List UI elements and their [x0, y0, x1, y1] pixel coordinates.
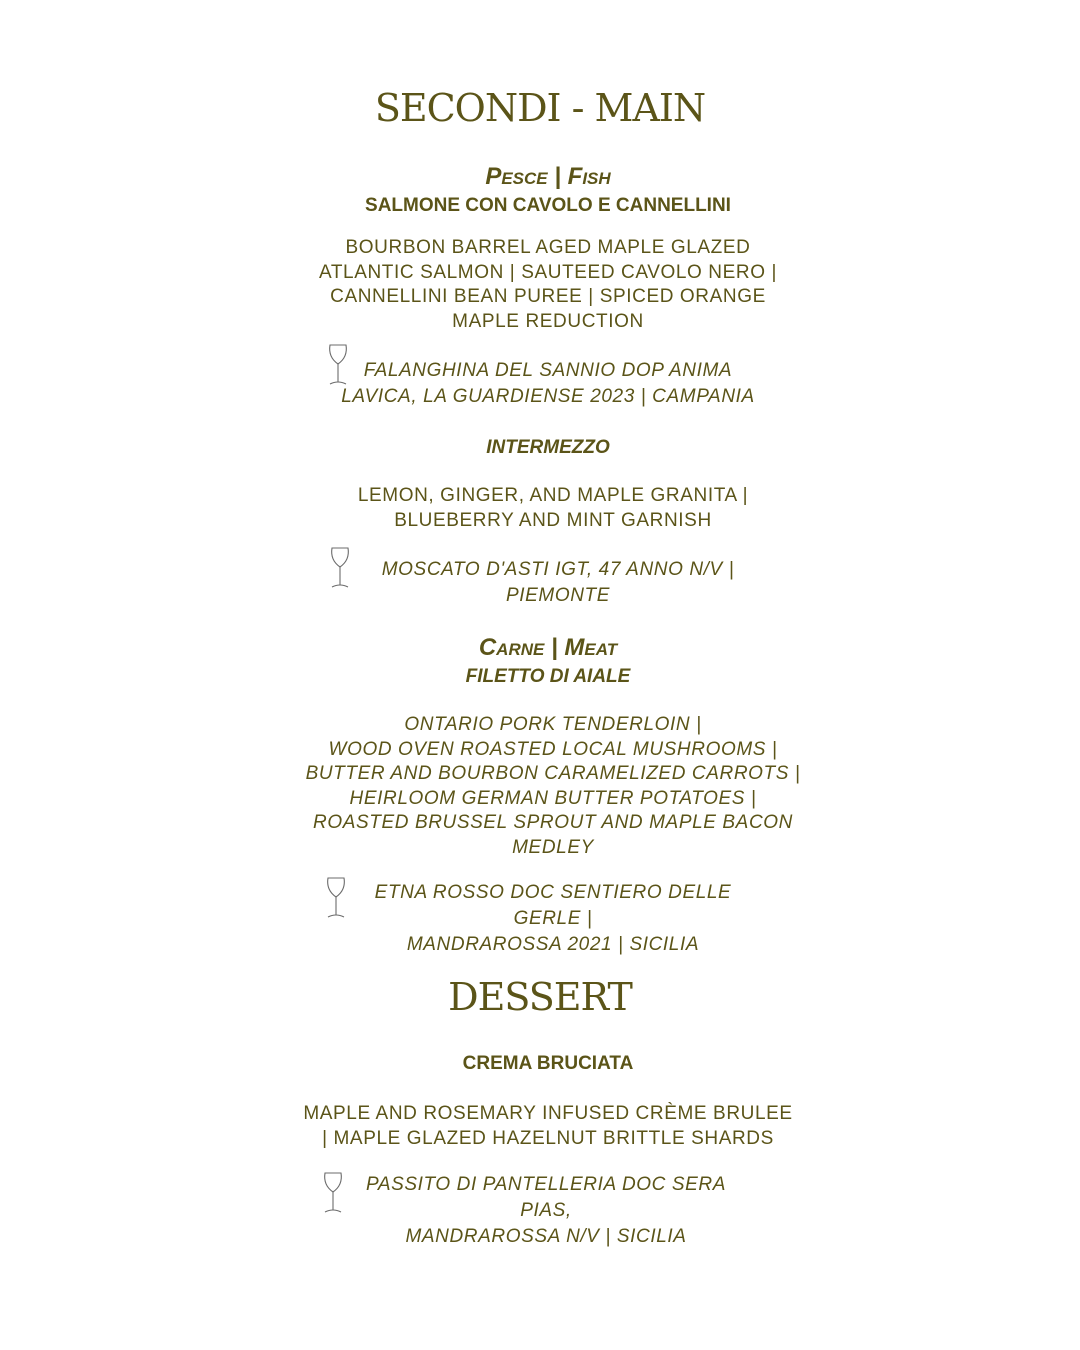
dessert-description [290, 1102, 806, 1151]
fish-description-line: BOURBON BARREL AGED MAPLE GLAZED [345, 237, 751, 258]
intermezzo-dish-name: INTERMEZZO [486, 437, 610, 458]
dessert-description-line: | MAPLE GLAZED HAZELNUT BRITTLE SHARDS [322, 1127, 774, 1149]
intermezzo-wine-line: PIEMONTE [505, 585, 611, 606]
fish-wine-line: FALANGHINA DEL SANNIO DOP ANIMA [363, 360, 733, 381]
meat-description-line: HEIRLOOM GERMAN BUTTER POTATOES | [349, 787, 757, 809]
fish-description [300, 236, 796, 334]
wine-glass-icon [320, 1171, 346, 1215]
meat-description [290, 713, 816, 860]
fish-wine-pairing [336, 358, 760, 410]
fish-dish-name: SALMONE CON CAVOLO E CANNELLINI [365, 195, 731, 216]
meat-dish-name: FILETTO DI AIALE [465, 666, 631, 687]
wine-glass-icon [327, 546, 353, 590]
meat-description-line: WOOD OVEN ROASTED LOCAL MUSHROOMS | [328, 738, 778, 760]
fish-wine-line: LAVICA, LA GUARDIENSE 2023 | CAMPANIA [341, 386, 755, 407]
meat-wine-line: MANDRAROSSA 2021 | SICILIA [406, 934, 700, 955]
dessert-wine-line: MANDRAROSSA N/V | SICILIA [405, 1226, 687, 1247]
meat-description-line: ONTARIO PORK TENDERLOIN | [404, 714, 702, 735]
intermezzo-description [330, 484, 776, 533]
dessert-wine-pairing [346, 1172, 746, 1250]
meat-description-line: MEDLEY [512, 836, 594, 858]
meat-category: Carne | Meat [478, 634, 618, 661]
meat-wine-pairing [346, 880, 760, 958]
fish-description-line: MAPLE REDUCTION [452, 310, 644, 332]
secondi-heading: SECONDI - MAIN [374, 86, 706, 130]
intermezzo-description-line: BLUEBERRY AND MINT GARNISH [394, 509, 712, 531]
fish-description-line: CANNELLINI BEAN PUREE | SPICED ORANGE [330, 286, 766, 307]
fish-description-line: ATLANTIC SALMON | SAUTEED CAVOLO NERO | [318, 261, 778, 283]
intermezzo-description-line: LEMON, GINGER, AND MAPLE GRANITA | [357, 485, 749, 506]
intermezzo-wine-pairing [360, 557, 756, 609]
meat-description-line: BUTTER AND BOURBON CARAMELIZED CARROTS | [305, 763, 801, 784]
dessert-description-line: MAPLE AND ROSEMARY INFUSED CRÈME BRULEE [303, 1103, 793, 1124]
intermezzo-wine-line: MOSCATO D'ASTI IGT, 47 ANNO N/V | [381, 559, 735, 580]
fish-category: Pesce | Fish [485, 163, 611, 190]
meat-wine-line: ETNA ROSSO DOC SENTIERO DELLE GERLE | [374, 882, 732, 929]
dessert-dish-name: CREMA BRUCIATA [462, 1053, 634, 1074]
dessert-wine-line: PASSITO DI PANTELLERIA DOC SERA PIAS, [366, 1174, 726, 1221]
meat-description-line: ROASTED BRUSSEL SPROUT AND MAPLE BACON [313, 812, 793, 833]
dessert-heading: DESSERT [448, 975, 632, 1019]
